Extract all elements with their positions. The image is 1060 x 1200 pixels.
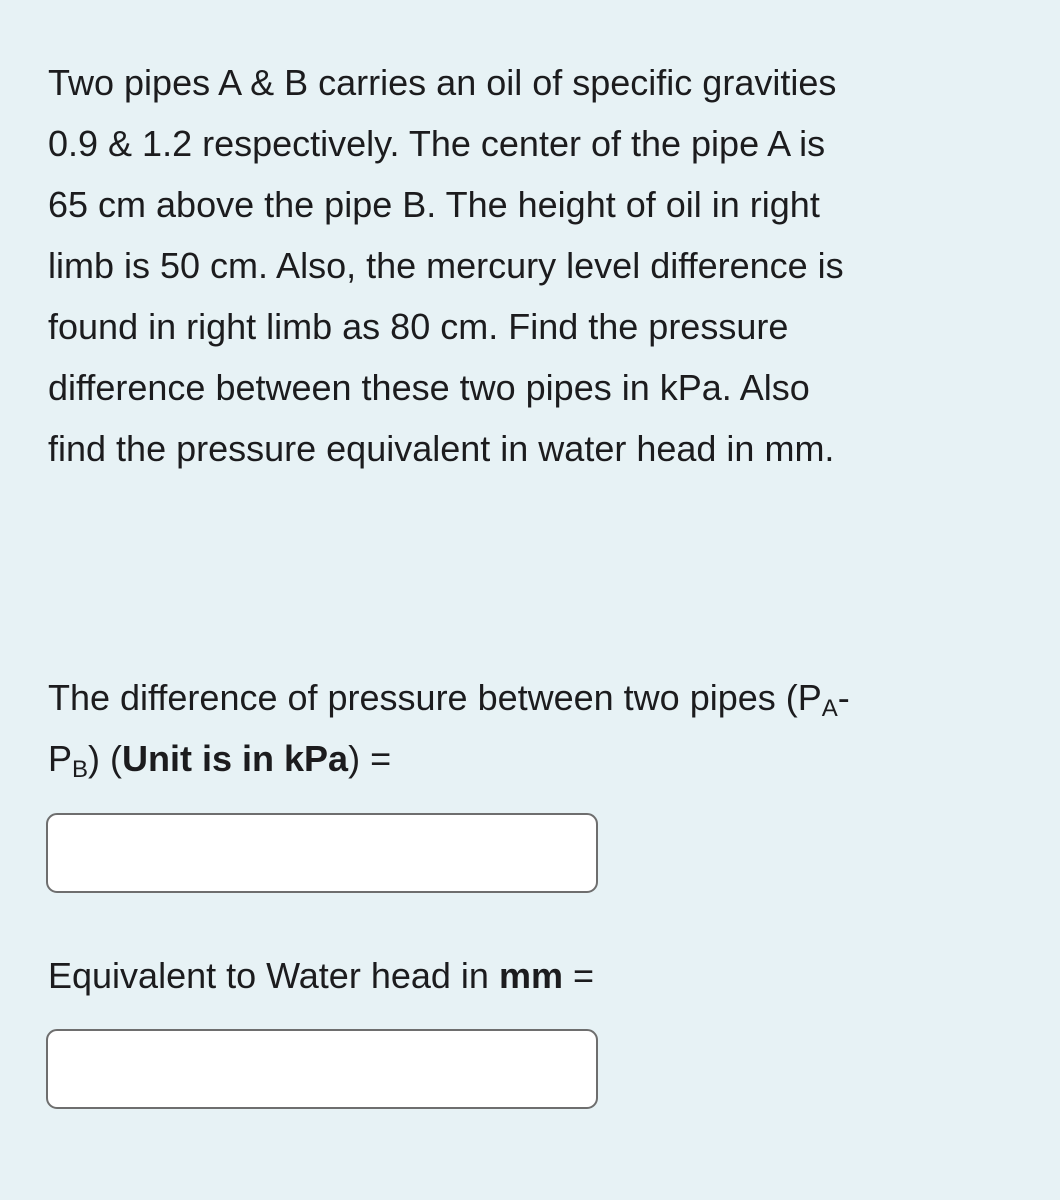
- question-text: [48, 52, 1028, 479]
- question-line: find the pressure equivalent in water head in mm.: [48, 428, 835, 469]
- subscript-a: A: [821, 695, 838, 722]
- question-line: 0.9 & 1.2 respectively. The center of the pipe A is: [48, 123, 826, 164]
- pressure-difference-input[interactable]: [46, 813, 598, 893]
- pressure-difference-label-line-1: The difference of pressure between two pipes ($P_A-$: [48, 677, 850, 722]
- subscript-b: B: [72, 756, 89, 783]
- pressure-difference-label: [48, 667, 850, 789]
- pressure-difference-label-line-2: $P_B$) (Unit is in kPa) =: [48, 738, 392, 783]
- question-line: difference between these two pipes in kPa. Also: [48, 367, 810, 408]
- water-head-input[interactable]: [46, 1029, 598, 1109]
- question-line: limb is 50 cm. Also, the mercury level difference is: [48, 245, 844, 286]
- water-head-label: Equivalent to Water head in mm =: [48, 955, 594, 996]
- question-line: found in right limb as 80 cm. Find the pressure: [48, 306, 789, 347]
- question-line: 65 cm above the pipe B. The height of oil in right: [48, 184, 820, 225]
- question-line: Two pipes A & B carries an oil of specific gravities: [48, 62, 837, 103]
- unit-label: mm: [498, 955, 563, 996]
- unit-label: Unit is in kPa: [122, 738, 349, 779]
